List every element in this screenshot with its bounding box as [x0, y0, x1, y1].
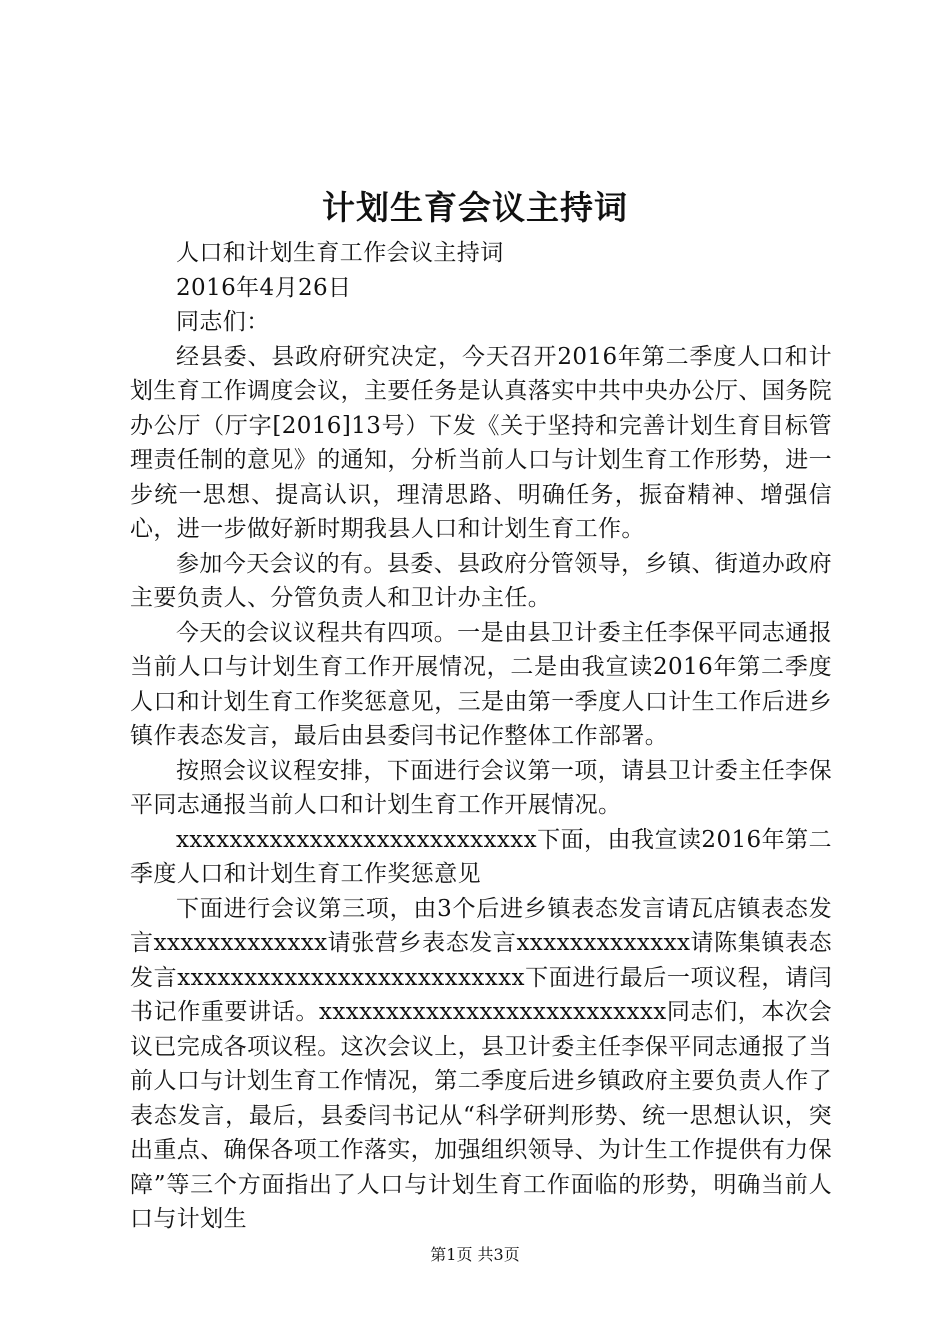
paragraph-item-one: 按照会议议程安排，下面进行会议第一项，请县卫计委主任李保平同志通报当前人口和计划生育工作开展情况。 — [130, 757, 832, 818]
subtitle-line: 人口和计划生育工作会议主持词 — [176, 240, 504, 266]
paragraph-item-two: xxxxxxxxxxxxxxxxxxxxxxxxxxx下面，由我宣读2016年第二季度人口和计划生育工作奖惩意见 — [130, 826, 832, 887]
paragraph-agenda: 今天的会议议程共有四项。一是由县卫计委主任李保平同志通报当前人口与计划生育工作开展情况，二是由我宣读2016年第二季度人口和计划生育工作奖惩意见，三是由第一季度人口计生工作后进乡镇作表态发言，最后由县委闫书记作整体工作部署。 — [130, 619, 832, 749]
paragraph-item-three: 下面进行会议第三项，由3个后进乡镇表态发言请瓦店镇表态发言xxxxxxxxxxxxx请张营乡表态发言xxxxxxxxxxxxx请陈集镇表态发言xxxxxxxxxxxxxxxxxxxxxxxxxx下面进行最后一项议程，请闫书记作重要讲话。xxxxxxxxxxxxxxxxxxxxxxxxxx同志们，本次会议已完成各项议程。这次会议上，县卫计委主任李保平同志通报了当前人口与计划生育工作情况，第二季度后进乡镇政府主要负责人作了表态发言，最后，县委闫书记从“科学研判形势、统一思想认识，突出重点、确保各项工作落实，加强组织领导、为计生工作提供有力保障”等三个方面指出了人口与计划生育工作面临的形势，明确当前人口与计划生 — [130, 895, 832, 1232]
page-footer: 第1页 共3页 — [430, 1245, 520, 1264]
paragraph-opening: 经县委、县政府研究决定，今天召开2016年第二季度人口和计划生育工作调度会议，主要任务是认真落实中共中央办公厅、国务院办公厅（厅字[2016]13号）下发《关于坚持和完善计划生育目标管理责任制的意见》的通知，分析当前人口与计划生育工作形势，进一步统一思想、提高认识，理清思路、明确任务，振奋精神、增强信心，进一步做好新时期我县人口和计划生育工作。 — [130, 343, 832, 542]
paragraph-attendees: 参加今天会议的有。县委、县政府分管领导，乡镇、街道办政府主要负责人、分管负责人和卫计办主任。 — [130, 550, 832, 611]
document-body — [130, 236, 832, 1237]
salutation: 同志们： — [176, 309, 270, 335]
document-title: 计划生育会议主持词 — [322, 188, 628, 227]
date-line: 2016年4月26日 — [176, 274, 352, 301]
